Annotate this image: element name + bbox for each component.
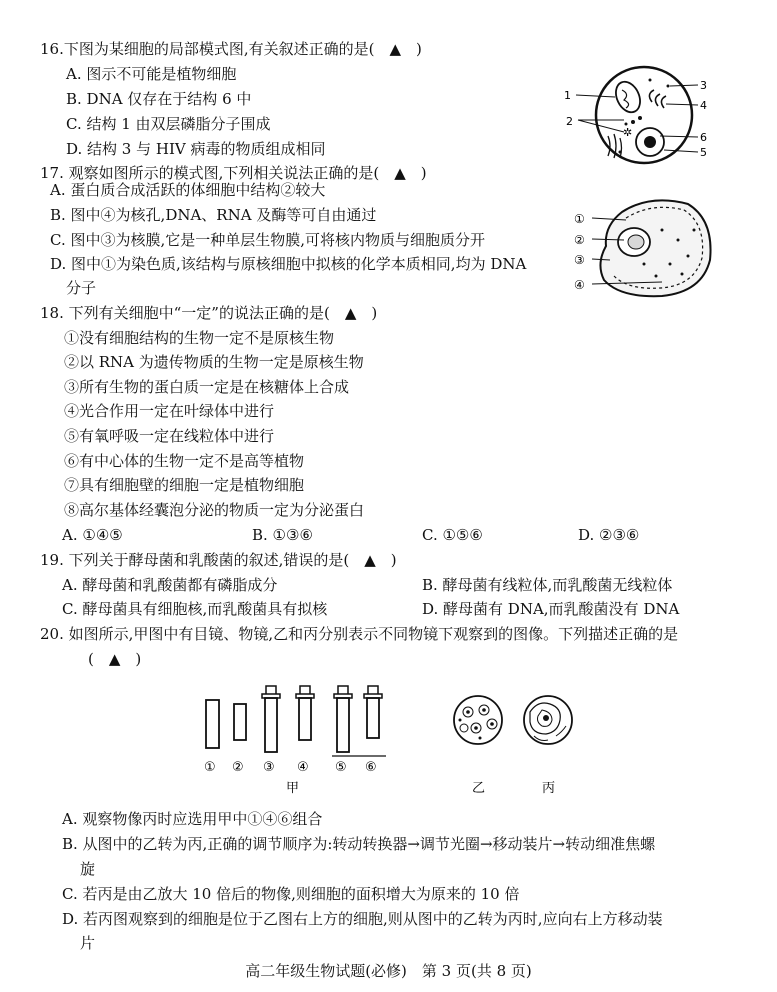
q18-option-d: D. ②③⑥ (578, 526, 640, 544)
q16-label-4: 4 (700, 99, 707, 112)
q17-option-a: A. 蛋白质合成活跃的体细胞中结构②较大 (50, 181, 326, 199)
q17-label-4: ④ (574, 278, 585, 292)
q18-item: ④光合作用一定在叶绿体中进行 (64, 402, 275, 420)
q17-option-d: D. 图中①为染色质,该结构与原核细胞中拟核的化学本质相同,均为 DNA (50, 255, 527, 273)
q20-label-jia: 甲 (286, 781, 300, 796)
q20-label-bing: 丙 (542, 781, 556, 796)
q18-option-a: A. ①④⑤ (62, 526, 123, 544)
q20-label-2: ② (232, 760, 244, 775)
q17-option-d-cont: 分子 (66, 279, 97, 297)
q18-item: ⑤有氧呼吸一定在线粒体中进行 (64, 427, 275, 445)
q20-label-6: ⑥ (365, 760, 377, 775)
q17-option-b: B. 图中④为核孔,DNA、RNA 及酶等可自由通过 (50, 206, 377, 224)
q18-item: ⑥有中心体的生物一定不是高等植物 (64, 452, 305, 470)
q20-label-1: ① (204, 760, 216, 775)
q18-item: ①没有细胞结构的生物一定不是原核生物 (64, 329, 335, 347)
q18-item: ⑧高尔基体经囊泡分泌的物质一定为分泌蛋白 (64, 501, 365, 519)
q20-stem-cont: ( ▲ ) (88, 650, 142, 668)
q16-option-d: D. 结构 3 与 HIV 病毒的物质组成相同 (66, 140, 326, 158)
q20-microscope-figure (196, 676, 592, 802)
q18-option-b: B. ①③⑥ (252, 526, 313, 544)
q16-label-5: 5 (700, 146, 707, 159)
q20-label-3: ③ (263, 760, 275, 775)
q19-option-b: B. 酵母菌有线粒体,而乳酸菌无线粒体 (422, 576, 673, 594)
q19-option-a: A. 酵母菌和乳酸菌都有磷脂成分 (62, 576, 278, 594)
q16-cell-figure (560, 62, 720, 168)
q20-option-d-cont: 片 (80, 934, 96, 952)
q19-option-d: D. 酵母菌有 DNA,而乳酸菌没有 DNA (422, 600, 680, 618)
q17-option-c: C. 图中③为核膜,它是一种单层生物膜,可将核内物质与细胞质分开 (50, 231, 486, 249)
q20-option-c: C. 若丙是由乙放大 10 倍后的物像,则细胞的面积增大为原来的 10 倍 (62, 885, 520, 903)
q16-label-2: 2 (566, 115, 573, 128)
q16-option-a: A. 图示不可能是植物细胞 (66, 65, 237, 83)
q19-stem: 19. 下列关于酵母菌和乳酸菌的叙述,错误的是( ▲ ) (40, 551, 397, 569)
q20-option-d: D. 若丙图观察到的细胞是位于乙图右上方的细胞,则从图中的乙转为丙时,应向右上方移动装 (62, 910, 663, 928)
q16-option-c: C. 结构 1 由双层磷脂分子围成 (66, 115, 271, 133)
svg-text:✲: ✲ (623, 126, 633, 139)
q16-option-b: B. DNA 仅存在于结构 6 中 (66, 90, 252, 108)
q18-item: ②以 RNA 为遗传物质的生物一定是原核生物 (64, 353, 364, 371)
q17-nucleus-figure (570, 190, 720, 302)
q20-stem: 20. 如图所示,甲图中有目镜、物镜,乙和丙分别表示不同物镜下观察到的图像。下列描述正确的是 (40, 625, 679, 643)
page-footer: 高二年级生物试题(必修) 第 3 页(共 8 页) (245, 962, 532, 980)
q20-label-yi: 乙 (472, 781, 486, 796)
q17-stem: 17. 观察如图所示的模式图,下列相关说法正确的是( ▲ ) (40, 164, 427, 182)
q16-label-1: 1 (564, 89, 571, 102)
q16-stem: 16.下图为某细胞的局部模式图,有关叙述正确的是( ▲ ) (40, 40, 422, 58)
q17-label-3: ③ (574, 253, 585, 267)
q20-label-5: ⑤ (335, 760, 347, 775)
q16-label-3: 3 (700, 79, 707, 92)
q16-label-6: 6 (700, 131, 707, 144)
q18-item: ⑦具有细胞壁的细胞一定是植物细胞 (64, 476, 305, 494)
q20-option-b: B. 从图中的乙转为丙,正确的调节顺序为:转动转换器→调节光圈→移动装片→转动细准焦螺 (62, 835, 656, 853)
q17-label-1: ① (574, 212, 585, 226)
q17-label-2: ② (574, 233, 585, 247)
q20-option-a: A. 观察物像丙时应选用甲中①④⑥组合 (62, 810, 323, 828)
q18-option-c: C. ①⑤⑥ (422, 526, 483, 544)
q20-label-4: ④ (297, 760, 309, 775)
q20-option-b-cont: 旋 (80, 860, 96, 878)
q18-item: ③所有生物的蛋白质一定是在核糖体上合成 (64, 378, 350, 396)
q18-stem: 18. 下列有关细胞中“一定”的说法正确的是( ▲ ) (40, 304, 378, 322)
q19-option-c: C. 酵母菌具有细胞核,而乳酸菌具有拟核 (62, 600, 328, 618)
